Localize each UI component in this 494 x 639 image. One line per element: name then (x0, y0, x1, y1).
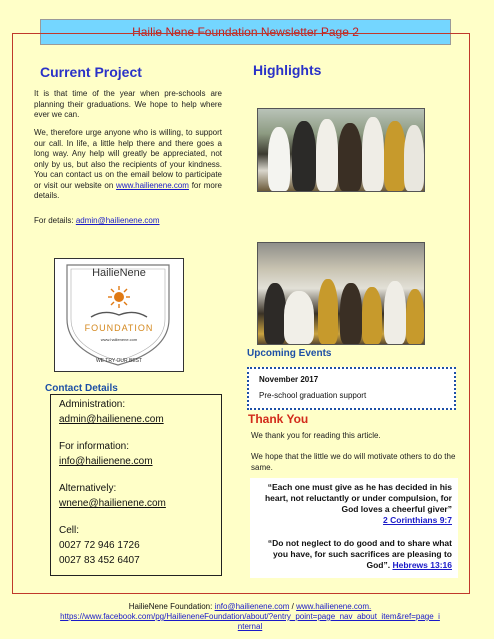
logo-url: www.hailienene.com (100, 337, 138, 342)
quote-giving (256, 482, 452, 526)
highlight-photo-students (257, 108, 425, 192)
highlight-photo-school (257, 242, 425, 345)
thank-you-line-2: We hope that the little we do will motivate others to do the same. (251, 452, 456, 472)
admin-label: Administration: (59, 399, 126, 410)
appeal-end: for more details. (34, 180, 222, 200)
upcoming-events-title: Upcoming Events (247, 348, 332, 359)
cell-number-2: 0027 83 452 6407 (59, 555, 140, 566)
footer-separator: / (291, 602, 294, 611)
quote-sharing (256, 538, 452, 571)
hands-icon (89, 307, 149, 321)
cell-number-1: 0027 72 946 1726 (59, 540, 140, 551)
contact-details-title: Contact Details (45, 383, 118, 394)
alternative-label: Alternatively: (59, 483, 117, 494)
footer-email-link[interactable]: info@hailienene.com (214, 602, 290, 611)
footer (60, 602, 440, 632)
appeal-text: We, therefore urge anyone who is willing, to support our call. In life, a little help there and there goes a long way. Any help will greatly be appreciated, not only by us, but also the recipients of your kindness. You can contact us on the email below to participate or visit our website on (34, 128, 222, 190)
details-email-link[interactable]: admin@hailienene.com (75, 216, 160, 225)
sun-icon (107, 285, 131, 309)
highlights-title: Highlights (253, 62, 322, 78)
current-project-title: Current Project (40, 64, 142, 80)
event-date: November 2017 (259, 375, 319, 384)
website-link[interactable]: www.hailienene.com (116, 180, 189, 190)
quote-sharing-reference[interactable]: Hebrews 13:16 (392, 560, 452, 570)
details-line (34, 216, 222, 227)
admin-email-link[interactable]: admin@hailienene.com (59, 414, 164, 425)
logo-foundation-text: FOUNDATION (84, 323, 154, 333)
upcoming-events-box (247, 367, 456, 410)
thank-you-title: Thank You (248, 412, 309, 426)
cell-label: Cell: (59, 525, 80, 536)
info-label: For information: (59, 441, 130, 452)
footer-website-link[interactable]: www.hailienene.com. (296, 602, 372, 611)
quote-giving-text: “Each one must give as he has decided in his heart, not reluctantly or under compulsion, for God loves a cheerful giver” (264, 482, 452, 514)
event-description: Pre-school graduation support (259, 391, 367, 400)
quote-sharing-text: “Do not neglect to do good and to share what you have, for such sacrifices are pleasing to God”. (267, 538, 452, 570)
newsletter-header: Hailie Nene Foundation Newsletter Page 2 (40, 19, 451, 45)
logo-name: HailieNene (92, 267, 146, 279)
thank-you-line-1: We thank you for reading this article. (251, 431, 381, 440)
current-project-appeal (34, 128, 222, 202)
footer-facebook-link[interactable]: https://www.facebook.com/pg/HailieneneFoundation/about/?entry_point=page_nav_about_item&ref=page_internal (60, 612, 440, 631)
info-email-link[interactable]: info@hailienene.com (59, 456, 153, 467)
logo-motto: WE TRY OUR BEST (95, 358, 143, 364)
details-label: For details: (34, 216, 74, 225)
contact-details-box (50, 394, 222, 576)
scripture-quotes (250, 478, 458, 578)
foundation-logo (54, 258, 184, 372)
quote-giving-reference[interactable]: 2 Corinthians 9:7 (383, 515, 452, 525)
alternative-email-link[interactable]: wnene@hailienene.com (59, 498, 166, 509)
footer-label: HailieNene Foundation: (128, 602, 213, 611)
current-project-intro: It is that time of the year when pre-schools are planning their graduations. We hope to help where ever we can. (34, 89, 222, 119)
